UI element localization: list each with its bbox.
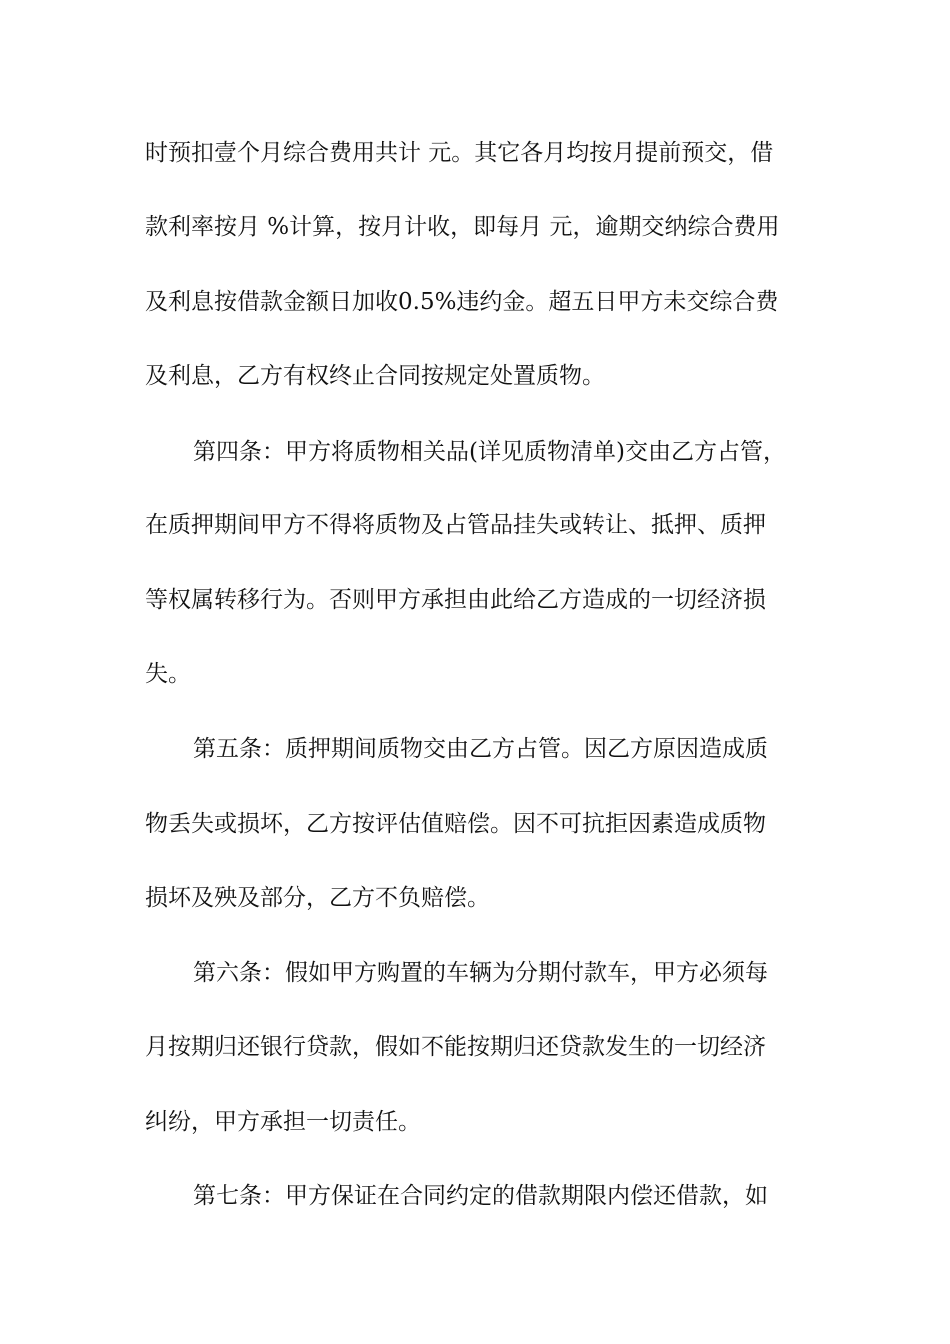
text-line-13: 月按期归还银行贷款，假如不能按期归还贷款发生的一切经济 (145, 1034, 766, 1060)
text-line-2: 款利率按月 %计算，按月计收，即每月 元，逾期交纳综合费用 (145, 214, 780, 240)
article-4-heading-line: 第四条：甲方将质物相关品(详见质物清单)交由乙方占管， (193, 439, 786, 465)
article-5-heading-line: 第五条：质押期间质物交由乙方占管。因乙方原因造成质 (193, 736, 768, 762)
article-7-heading-line: 第七条：甲方保证在合同约定的借款期限内偿还借款，如 (193, 1183, 768, 1209)
article-6-heading-line: 第六条：假如甲方购置的车辆为分期付款车，甲方必须每 (193, 960, 768, 986)
text-line-4: 及利息，乙方有权终止合同按规定处置质物。 (145, 363, 605, 389)
text-line-7: 等权属转移行为。否则甲方承担由此给乙方造成的一切经济损 (145, 587, 766, 613)
text-line-11: 损坏及殃及部分，乙方不负赔偿。 (145, 885, 490, 911)
text-line-3: 及利息按借款金额日加收0.5%违约金。超五日甲方未交综合费 (145, 289, 779, 315)
text-line-6: 在质押期间甲方不得将质物及占管品挂失或转让、抵押、质押 (145, 512, 766, 538)
text-line-8: 失。 (145, 661, 191, 687)
text-line-10: 物丢失或损坏，乙方按评估值赔偿。因不可抗拒因素造成质物 (145, 811, 766, 837)
text-line-1: 时预扣壹个月综合费用共计 元。其它各月均按月提前预交，借 (145, 140, 774, 166)
text-line-14: 纠纷，甲方承担一切责任。 (145, 1109, 421, 1135)
